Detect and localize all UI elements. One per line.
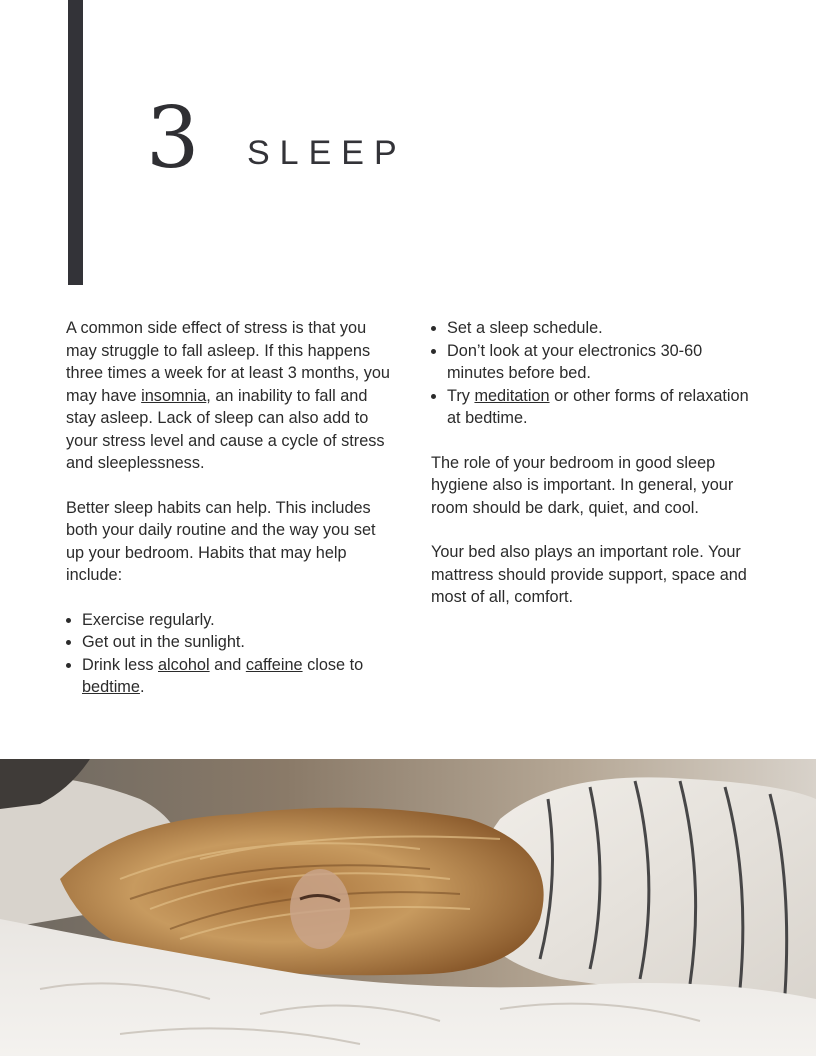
chapter-title: SLEEP bbox=[247, 134, 407, 172]
photo-illustration bbox=[0, 759, 816, 1056]
chapter-number: 3 bbox=[146, 89, 200, 187]
alcohol-link[interactable]: alcohol bbox=[158, 655, 210, 674]
intro-paragraph: A common side effect of stress is that you may struggle to fall asleep. If this happens three times a week for at least 3 months, you may have insomnia, an inability to fall and stay asleep. Lack of sleep can also add to your stress level and cause a cycle of stress and sleeplessness. bbox=[66, 319, 390, 472]
list-item: • Try meditation or other forms of relaxation at bedtime. bbox=[447, 385, 756, 430]
right-column bbox=[431, 317, 756, 631]
habits-list-continued bbox=[431, 317, 756, 430]
habits-list bbox=[66, 609, 391, 699]
habits-paragraph: Better sleep habits can help. This includes both your daily routine and the way you set up your bedroom. Habits that may help include: bbox=[66, 498, 376, 584]
meditation-link[interactable]: meditation bbox=[474, 386, 550, 405]
left-column bbox=[66, 317, 391, 721]
list-item: • Drink less alcohol and caffeine close to bedtime. bbox=[82, 654, 391, 699]
insomnia-link[interactable]: insomnia bbox=[141, 386, 207, 405]
list-item: • Exercise regularly. bbox=[82, 609, 391, 632]
list-item: • Don’t look at your electronics 30-60 minutes before bed. bbox=[447, 340, 756, 385]
bedtime-link[interactable]: bedtime bbox=[82, 678, 140, 696]
bedroom-paragraph: The role of your bedroom in good sleep hygiene also is important. In general, your room should be dark, quiet, and cool. bbox=[431, 453, 734, 517]
list-item: • Get out in the sunlight. bbox=[82, 631, 391, 654]
accent-bar bbox=[68, 0, 83, 285]
list-item: • Set a sleep schedule. bbox=[447, 317, 756, 340]
caffeine-link[interactable]: caffeine bbox=[245, 655, 303, 674]
sleeping-woman-photo bbox=[0, 759, 816, 1056]
bed-paragraph: Your bed also plays an important role. Your mattress should provide support, space and most of all, comfort. bbox=[431, 543, 747, 606]
